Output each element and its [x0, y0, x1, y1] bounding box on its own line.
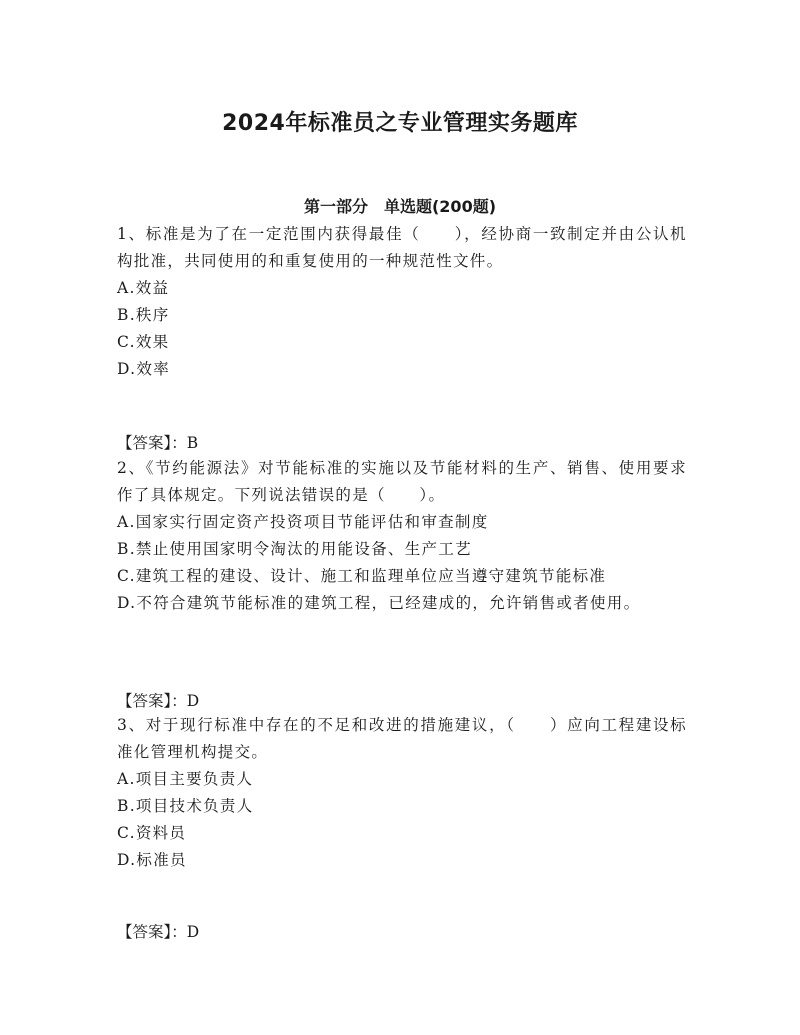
option-c: C.资料员 [117, 824, 187, 842]
question-stem: 1、标准是为了在一定范围内获得最佳（ ），经协商一致制定并由公认机构批准，共同使用的和重复使用的一种规范性文件。 [117, 225, 687, 270]
option-d: D.效率 [117, 360, 171, 378]
question-stem: 3、对于现行标准中存在的不足和改进的措施建议，（ ）应向工程建设标准化管理机构提交。 [117, 716, 687, 761]
option-a: A.效益 [117, 279, 170, 297]
option-a: A.国家实行固定资产投资项目节能评估和审查制度 [117, 513, 489, 531]
answer-value: D [186, 691, 200, 710]
answer-label: 【答案】： [117, 433, 187, 452]
question-1 [117, 221, 687, 383]
option-c: C.建筑工程的建设、设计、施工和监理单位应当遵守建筑节能标准 [117, 567, 607, 585]
option-list [117, 275, 687, 383]
question-2 [117, 455, 687, 617]
question-3 [117, 712, 687, 874]
option-d: D.标准员 [117, 851, 187, 869]
answer-value: B [186, 433, 199, 452]
option-d: D.不符合建筑节能标准的建筑工程，已经建成的，允许销售或者使用。 [117, 594, 641, 612]
option-c: C.效果 [117, 333, 170, 351]
option-b: B.秩序 [117, 306, 170, 324]
option-list [117, 766, 687, 874]
section-heading: 第一部分 单选题(200题) [303, 197, 497, 217]
answer-label: 【答案】： [117, 922, 187, 941]
answer-line [117, 688, 199, 715]
option-list [117, 509, 687, 617]
question-stem: 2、《节约能源法》对节能标准的实施以及节能材料的生产、销售、使用要求作了具体规定。下列说法错误的是（ ）。 [117, 459, 687, 504]
answer-line [117, 919, 199, 946]
answer-line [117, 430, 198, 457]
option-b: B.项目技术负责人 [117, 797, 254, 815]
document-title: 2024年标准员之专业管理实务题库 [222, 110, 578, 136]
answer-label: 【答案】： [117, 691, 187, 710]
answer-value: D [186, 922, 200, 941]
option-b: B.禁止使用国家明令淘汰的用能设备、生产工艺 [117, 540, 472, 558]
option-a: A.项目主要负责人 [117, 770, 254, 788]
